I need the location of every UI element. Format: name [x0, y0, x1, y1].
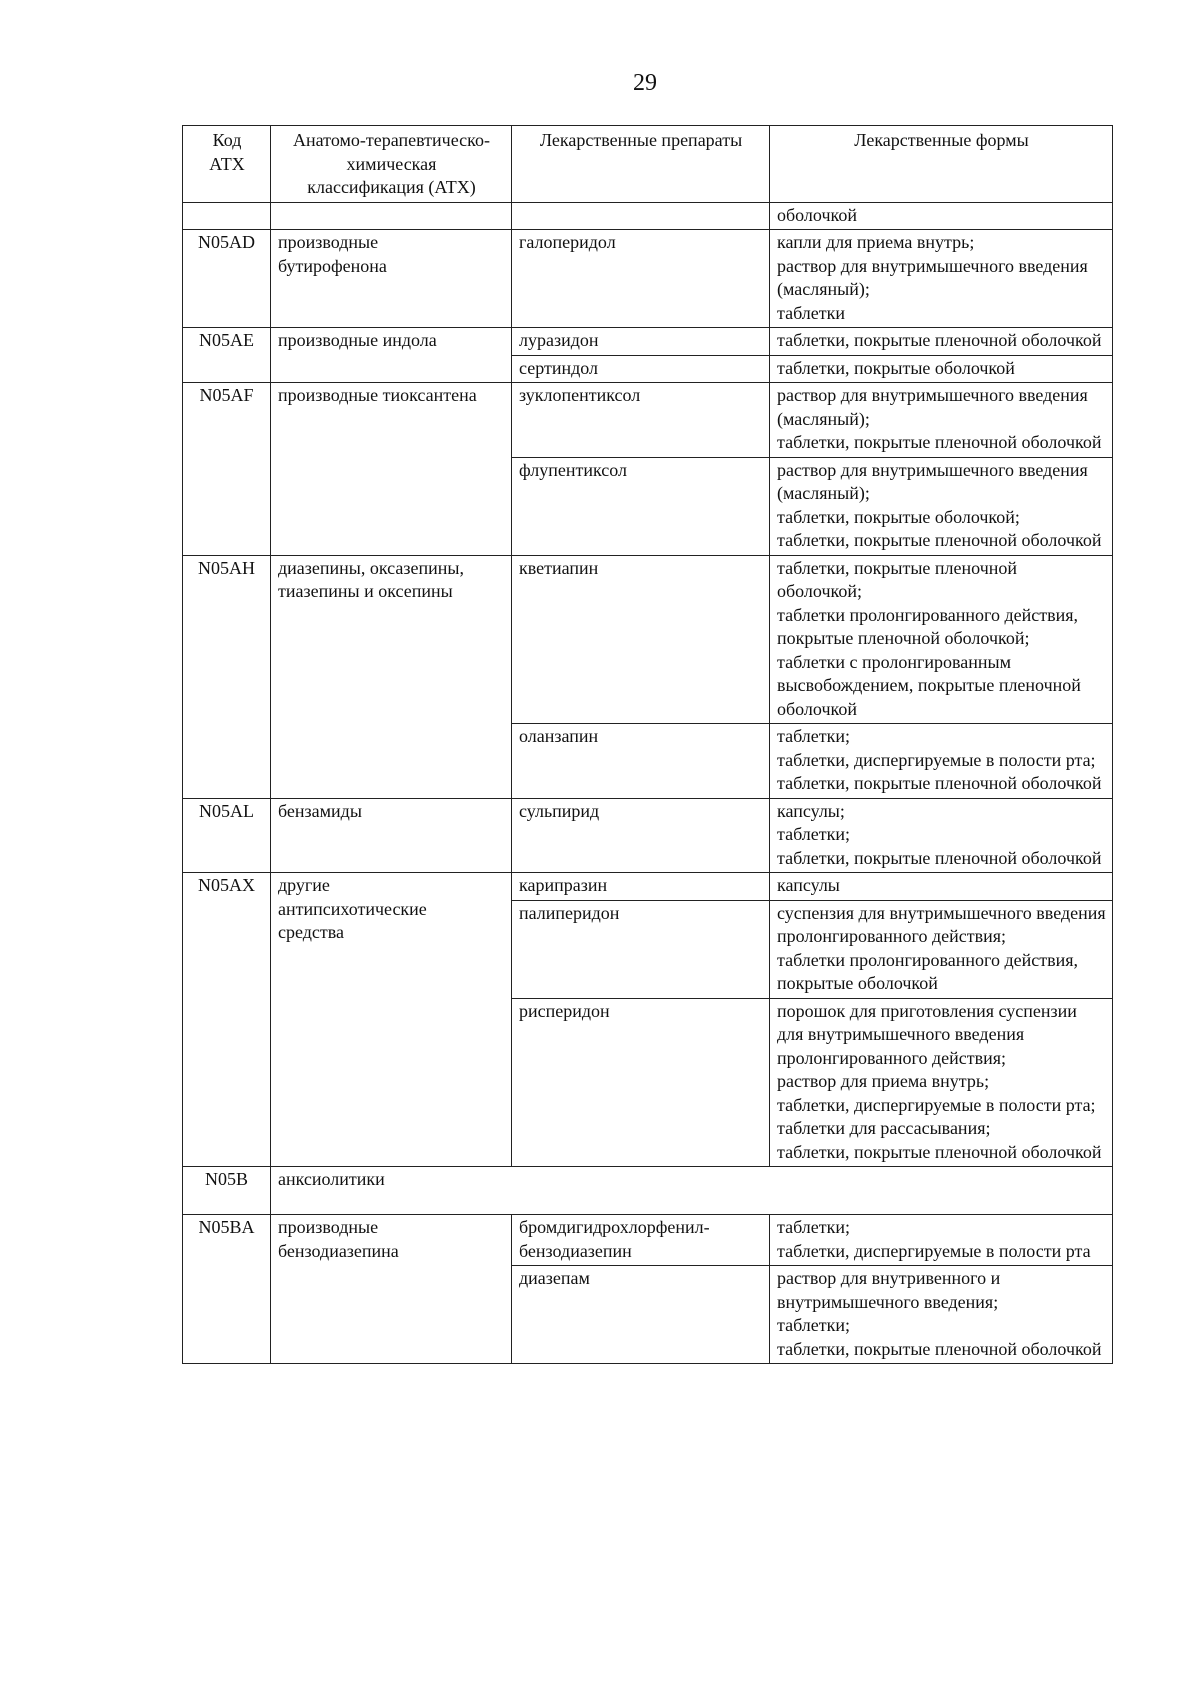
table-cell — [271, 202, 512, 230]
drug-name-cell: оланзапин — [512, 724, 770, 799]
drug-forms-cell: суспензия для внутримышечного введения пролонгированного действия; таблетки пролонгированного действия, покрытые оболочкой — [770, 900, 1113, 998]
drug-forms-cell: раствор для внутримышечного введения (масляный); таблетки, покрытые оболочкой; таблетки, покрытые пленочной оболочкой — [770, 457, 1113, 555]
table-row — [183, 1167, 1113, 1215]
table-row — [183, 1215, 1113, 1266]
drug-forms-cell: таблетки; таблетки, диспергируемые в полости рта; таблетки, покрытые пленочной оболочкой — [770, 724, 1113, 799]
drug-forms-cell: капсулы; таблетки; таблетки, покрытые пленочной оболочкой — [770, 798, 1113, 873]
table-row — [183, 798, 1113, 873]
drug-forms-cell: таблетки, покрытые пленочной оболочкой; таблетки пролонгированного действия, покрытые пленочной оболочкой; таблетки с пролонгированным высвобождением, покрытые пленочной оболочкой — [770, 555, 1113, 724]
classification-cell: производные тиоксантена — [271, 383, 512, 556]
drug-name-cell: сульпирид — [512, 798, 770, 873]
atc-code-cell: N05AE — [183, 328, 271, 383]
drug-forms-cell: раствор для внутримышечного введения (масляный); таблетки, покрытые пленочной оболочкой — [770, 383, 1113, 458]
table-cell — [512, 202, 770, 230]
atc-code-cell: N05AF — [183, 383, 271, 556]
drug-name-cell: рисперидон — [512, 998, 770, 1167]
table-row — [183, 555, 1113, 724]
drug-forms-cell: таблетки; таблетки, диспергируемые в полости рта — [770, 1215, 1113, 1266]
drug-forms-cell: порошок для приготовления суспензии для внутримышечного введения пролонгированного действия; раствор для приема внутрь; таблетки, диспергируемые в полости рта; таблетки для рассасывания; таблетки, покрытые пленочной оболочкой — [770, 998, 1113, 1167]
table-row — [183, 383, 1113, 458]
table-cell — [183, 202, 271, 230]
classification-cell: производные бутирофенона — [271, 230, 512, 328]
drug-name-cell: кветиапин — [512, 555, 770, 724]
atc-code-cell: N05AD — [183, 230, 271, 328]
header-forms: Лекарственные формы — [770, 126, 1113, 203]
classification-cell: анксиолитики — [271, 1167, 1113, 1215]
drug-forms-cell: оболочкой — [770, 202, 1113, 230]
header-code: Код АТХ — [183, 126, 271, 203]
drug-name-cell: зуклопентиксол — [512, 383, 770, 458]
atc-classification-table — [182, 125, 1113, 1364]
atc-code-cell: N05BA — [183, 1215, 271, 1364]
drug-name-cell: флупентиксол — [512, 457, 770, 555]
atc-code-cell: N05AH — [183, 555, 271, 798]
atc-code-cell: N05AL — [183, 798, 271, 873]
classification-cell: производные индола — [271, 328, 512, 383]
atc-code-cell: N05AX — [183, 873, 271, 1167]
header-classification: Анатомо-терапевтическо- химическая классификация (АТХ) — [271, 126, 512, 203]
drug-forms-cell: капсулы — [770, 873, 1113, 901]
drug-name-cell: карипразин — [512, 873, 770, 901]
classification-cell: производные бензодиазепина — [271, 1215, 512, 1364]
table-row — [183, 202, 1113, 230]
drug-name-cell: бромдигидрохлорфенил- бензодиазепин — [512, 1215, 770, 1266]
drug-forms-cell: раствор для внутривенного и внутримышечного введения; таблетки; таблетки, покрытые пленочной оболочкой — [770, 1266, 1113, 1364]
drug-forms-cell: таблетки, покрытые пленочной оболочкой — [770, 328, 1113, 356]
table-row — [183, 230, 1113, 328]
header-drugs: Лекарственные препараты — [512, 126, 770, 203]
drug-name-cell: палиперидон — [512, 900, 770, 998]
drug-name-cell: луразидон — [512, 328, 770, 356]
classification-cell: бензамиды — [271, 798, 512, 873]
drug-forms-cell: капли для приема внутрь; раствор для внутримышечного введения (масляный); таблетки — [770, 230, 1113, 328]
table-row — [183, 873, 1113, 901]
drug-name-cell: диазепам — [512, 1266, 770, 1364]
drug-name-cell: сертиндол — [512, 355, 770, 383]
drug-forms-cell: таблетки, покрытые оболочкой — [770, 355, 1113, 383]
classification-cell: диазепины, оксазепины, тиазепины и оксепины — [271, 555, 512, 798]
table-row — [183, 328, 1113, 356]
page-number: 29 — [633, 70, 657, 96]
drug-name-cell: галоперидол — [512, 230, 770, 328]
classification-cell: другие антипсихотические средства — [271, 873, 512, 1167]
atc-code-cell: N05B — [183, 1167, 271, 1215]
table-header-row — [183, 126, 1113, 203]
